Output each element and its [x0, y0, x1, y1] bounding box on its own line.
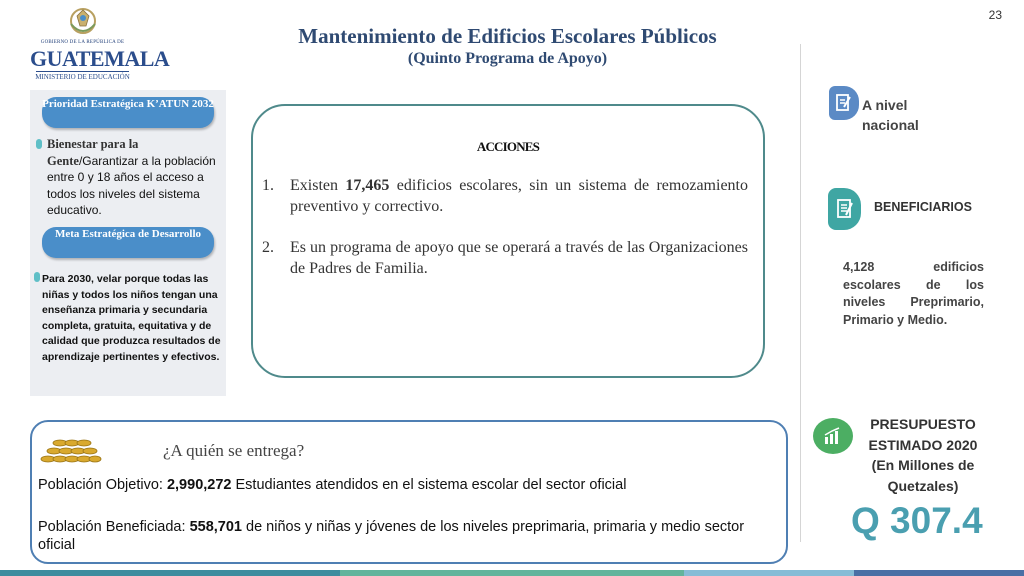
benefited-population-value: 558,701 — [189, 519, 242, 535]
beneficiaries-description: 4,128 edificios escolares de los niveles Preprimario, Primario y Medio. — [843, 260, 984, 327]
target-population — [38, 477, 758, 493]
acciones-title: ACCIONES — [476, 139, 540, 154]
page-number: 23 — [988, 8, 1002, 22]
coverage-label: A nivel nacional — [862, 97, 919, 133]
target-population-label: Población Objetivo: — [38, 477, 167, 493]
target-population-value: 2,990,272 — [166, 477, 232, 493]
logo-ministry: MINISTERIO DE EDUCACIÓN — [35, 73, 130, 81]
goal-description: Para 2030, velar porque todas las niñas y todos los niños tengan una enseñanza primaria y secundaria completa, gratuita, equitativa y de calidad que produzca resultados de aprendizaje pertinentes y efectivos. — [42, 273, 221, 363]
bar-chart-icon — [813, 418, 853, 454]
beneficiaries-label: BENEFICIARIOS — [874, 200, 972, 214]
goal-pill: Meta Estratégica de Desarrollo — [42, 227, 214, 258]
accion-item — [262, 176, 748, 217]
coverage-text — [862, 95, 924, 135]
footer-color-bar — [0, 570, 1024, 576]
priority-pill: Prioridad Estratégica K’ATUN 2032 — [42, 97, 214, 128]
accion-number: 1. — [262, 177, 274, 194]
accion-text: Existen — [290, 177, 346, 194]
column-divider — [800, 44, 801, 542]
budget-label: PRESUPUESTO ESTIMADO 2020 (En Millones de Quetzales) — [868, 416, 978, 494]
priority-lead: Bienestar para la Gente — [47, 137, 139, 168]
guatemala-logo — [30, 4, 170, 82]
bullet-dot — [34, 272, 40, 282]
page-title: Mantenimiento de Edificios Escolares Públicos — [298, 24, 717, 48]
budget-amount: Q 307.4 — [851, 500, 983, 541]
benefited-population-text: de niños y niñas y jóvenes de los niveles preprimaria, primaria y medio sector oficial — [38, 519, 745, 553]
footer-bar-segment — [0, 570, 340, 576]
footer-bar-segment — [684, 570, 854, 576]
document-list-icon — [828, 188, 861, 230]
footer-bar-segment — [854, 570, 1024, 576]
accion-highlight: 17,465 — [345, 177, 390, 194]
logo-divider — [36, 71, 129, 72]
accion-item — [262, 238, 748, 279]
bullet-dot — [36, 139, 42, 149]
benefited-population — [38, 518, 758, 554]
priority-description — [47, 136, 219, 219]
logo-country-name: GUATEMALA — [30, 46, 170, 71]
target-population-text: Estudiantes atendidos en el sistema escolar del sector oficial — [231, 477, 627, 493]
accion-text: Es un programa de apoyo que se operará a través de las Organizaciones de Padres de Familia. — [290, 239, 748, 277]
priority-text: /Garantizar a la población entre 0 y 18 años el acceso a todos los niveles del sistema educativo. — [47, 153, 216, 217]
document-check-icon — [829, 86, 859, 120]
gold-coins-icon — [40, 436, 102, 466]
page-subtitle: (Quinto Programa de Apoyo) — [407, 50, 608, 67]
accion-number: 2. — [262, 239, 274, 256]
benefited-population-label: Población Beneficiada: — [38, 519, 190, 535]
delivery-question: ¿A quién se entrega? — [163, 441, 305, 460]
footer-bar-segment — [340, 570, 684, 576]
logo-government-line: GOBIERNO DE LA REPÚBLICA DE — [40, 40, 125, 45]
accion-text: edificios escolares, sin un sistema de remozamiento preventivo y correctivo. — [290, 177, 748, 215]
coat-of-arms-icon — [66, 4, 100, 38]
